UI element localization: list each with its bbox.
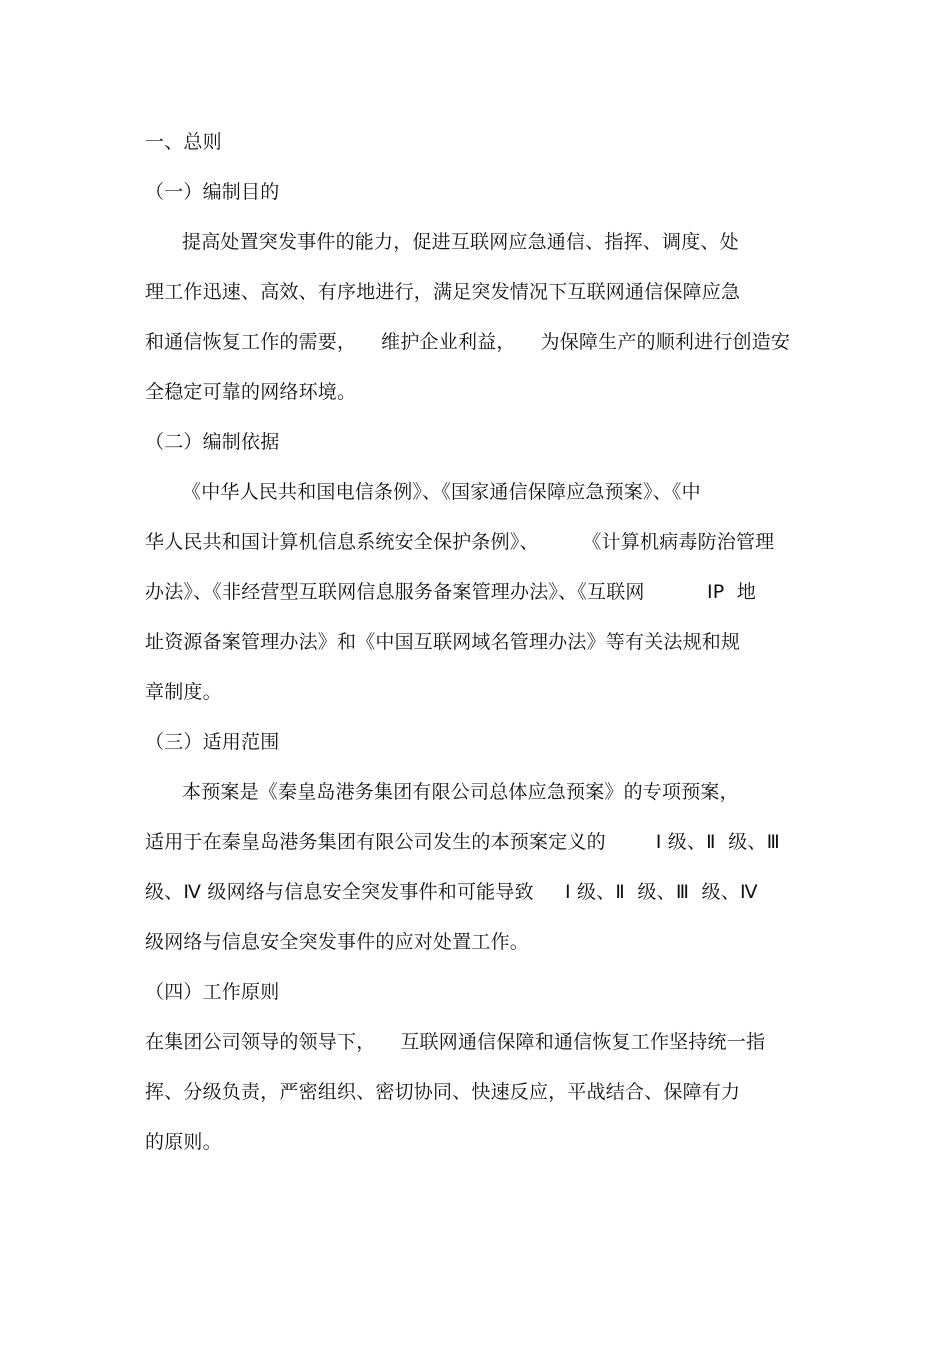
paragraph-line: 章制度。 xyxy=(145,681,222,703)
subsection-heading-scope: （三）适用范围 xyxy=(145,731,280,753)
paragraph-line: 的原则。 xyxy=(145,1131,222,1153)
paragraph-line: 提高处置突发事件的能力，促进互联网应急通信、指挥、调度、处 xyxy=(182,231,739,253)
paragraph-line: 级、Ⅳ 级网络与信息安全突发事件和可能导致 Ⅰ 级、Ⅱ 级、Ⅲ 级、Ⅳ xyxy=(145,881,758,903)
paragraph-line: 址资源备案管理办法》和《中国互联网域名管理办法》等有关法规和规 xyxy=(145,631,741,653)
paragraph-line: 本预案是《秦皇岛港务集团有限公司总体应急预案》的专项预案， xyxy=(182,781,739,803)
paragraph-line: 在集团公司领导的领导下， 互联网通信保障和通信恢复工作坚持统一指 xyxy=(145,1031,766,1053)
paragraph-line: 办法》、《非经营型互联网信息服务备案管理办法》、《互联网 IP 地 xyxy=(145,581,757,603)
subsection-heading-principles: （四）工作原则 xyxy=(145,981,280,1003)
paragraph-line: 级网络与信息安全突发事件的应对处置工作。 xyxy=(145,931,530,953)
subsection-heading-basis: （二）编制依据 xyxy=(145,431,280,453)
paragraph-line: 华人民共和国计算机信息系统安全保护条例》、 《计算机病毒防治管理 xyxy=(145,531,775,553)
paragraph-line: 《中华人民共和国电信条例》、《国家通信保障应急预案》、《中 xyxy=(182,481,701,503)
section-heading-general: 一、总则 xyxy=(145,131,222,153)
paragraph-line: 适用于在秦皇岛港务集团有限公司发生的本预案定义的 Ⅰ 级、Ⅱ 级、Ⅲ xyxy=(145,831,780,853)
paragraph-line: 全稳定可靠的网络环境。 xyxy=(145,381,357,403)
paragraph-line: 和通信恢复工作的需要， 维护企业利益， 为保障生产的顺利进行创造安 xyxy=(145,331,791,353)
paragraph-line: 挥、分级负责，严密组织、密切协同、快速反应，平战结合、保障有力 xyxy=(145,1081,741,1103)
paragraph-line: 理工作迅速、高效、有序地进行，满足突发情况下互联网通信保障应急 xyxy=(145,281,741,303)
subsection-heading-purpose: （一）编制目的 xyxy=(145,181,280,203)
